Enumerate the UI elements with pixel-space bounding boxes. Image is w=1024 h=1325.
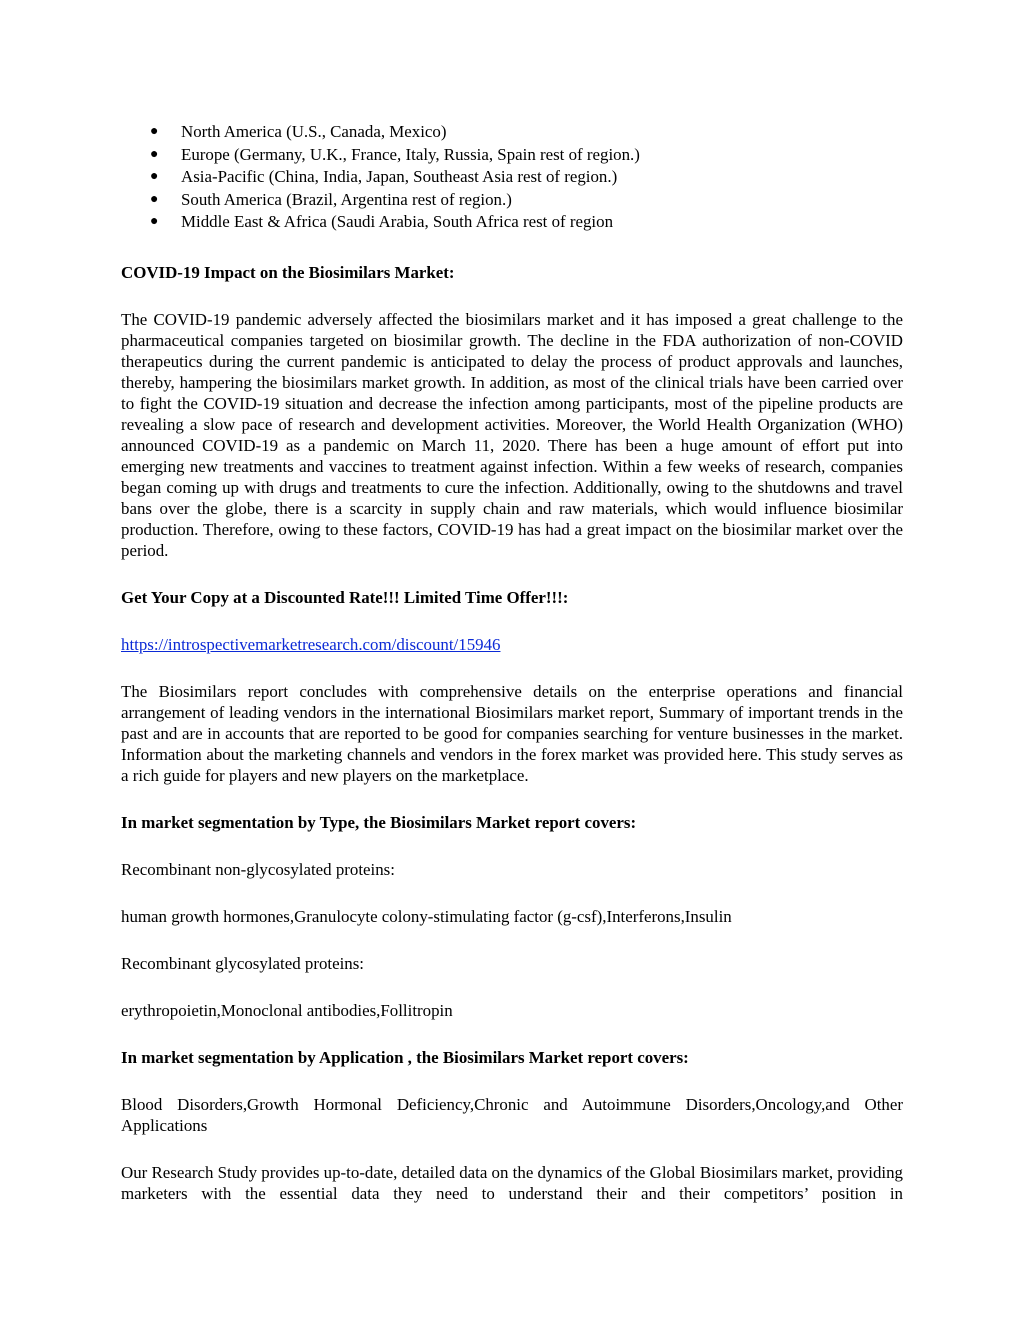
bullet-icon: ● bbox=[150, 146, 159, 162]
offer-heading: Get Your Copy at a Discounted Rate!!! Limited Time Offer!!!: bbox=[121, 587, 569, 607]
region-list bbox=[121, 121, 903, 234]
type-group1-title: Recombinant non-glycosylated proteins: bbox=[121, 859, 395, 879]
type-heading: In market segmentation by Type, the Biosimilars Market report covers: bbox=[121, 812, 637, 832]
region-text: South America (Brazil, Argentina rest of region.) bbox=[181, 189, 512, 209]
list-item bbox=[121, 144, 903, 167]
discount-link[interactable]: https://introspectivemarketresearch.com/discount/15946 bbox=[121, 634, 501, 654]
list-item bbox=[121, 166, 903, 189]
region-text: Asia-Pacific (China, India, Japan, Southeast Asia rest of region.) bbox=[181, 167, 618, 186]
list-item bbox=[121, 211, 903, 234]
type-group2-items: erythropoietin,Monoclonal antibodies,Follitropin bbox=[121, 1000, 453, 1020]
region-text: Europe (Germany, U.K., France, Italy, Russia, Spain rest of region.) bbox=[181, 144, 640, 164]
bullet-icon: ● bbox=[150, 169, 159, 184]
report-paragraph: The Biosimilars report concludes with comprehensive details on the enterprise operations and financial arrangement of leading vendors in the international Biosimilars market report, Summary of important trends in the past and are in accounts that are reported to be good for companies searching for venture businesses in the market. Information about the marketing channels and vendors in the forex market was provided here. This study serves as a rich guide for players and new players on the marketplace. bbox=[121, 681, 903, 785]
bullet-icon: ● bbox=[150, 191, 159, 207]
bullet-icon: ● bbox=[150, 124, 159, 139]
application-items: Blood Disorders,Growth Hormonal Deficiency,Chronic and Autoimmune Disorders,Oncology,and Other Applications bbox=[121, 1094, 903, 1135]
list-item bbox=[121, 121, 903, 144]
list-item bbox=[121, 189, 903, 212]
covid-heading: COVID-19 Impact on the Biosimilars Market: bbox=[121, 262, 455, 282]
document-page bbox=[121, 121, 903, 1204]
study-paragraph: Our Research Study provides up-to-date, detailed data on the dynamics of the Global Biosimilars market, providing marketers with the essential data they need to understand their and their competitors’ position in bbox=[121, 1162, 903, 1203]
bullet-icon: ● bbox=[150, 214, 159, 229]
region-text: Middle East & Africa (Saudi Arabia, South Africa rest of region bbox=[181, 212, 614, 231]
region-text: North America (U.S., Canada, Mexico) bbox=[181, 122, 447, 141]
type-group2-title: Recombinant glycosylated proteins: bbox=[121, 953, 364, 973]
application-heading: In market segmentation by Application , the Biosimilars Market report covers: bbox=[121, 1047, 689, 1067]
type-group1-items: human growth hormones,Granulocyte colony-stimulating factor (g-csf),Interferons,Insulin bbox=[121, 906, 732, 926]
covid-paragraph: The COVID-19 pandemic adversely affected the biosimilars market and it has imposed a great challenge to the pharmaceutical companies targeted on biosimilar growth. The decline in the FDA authorization of non-COVID therapeutics during the current pandemic is anticipated to delay the process of product approvals and launches, thereby, hampering the biosimilars market growth. In addition, as most of the clinical trials have been carried over to fight the COVID-19 situation and decrease the infection among participants, most of the pipeline products are revealing a slow pace of research and development activities. Moreover, the World Health Organization (WHO) announced COVID-19 as a pandemic on March 11, 2020. There has been a huge amount of effort put into emerging new treatments and vaccines to treatment against infection. Within a few weeks of research, companies began coming up with drugs and treatments to cure the infection. Additionally, owing to the shutdowns and travel bans over the globe, there is a scarcity in supply chain and raw materials, which would influence biosimilar production. Therefore, owing to these factors, COVID-19 has had a great impact on the biosimilar market over the period. bbox=[121, 309, 903, 560]
